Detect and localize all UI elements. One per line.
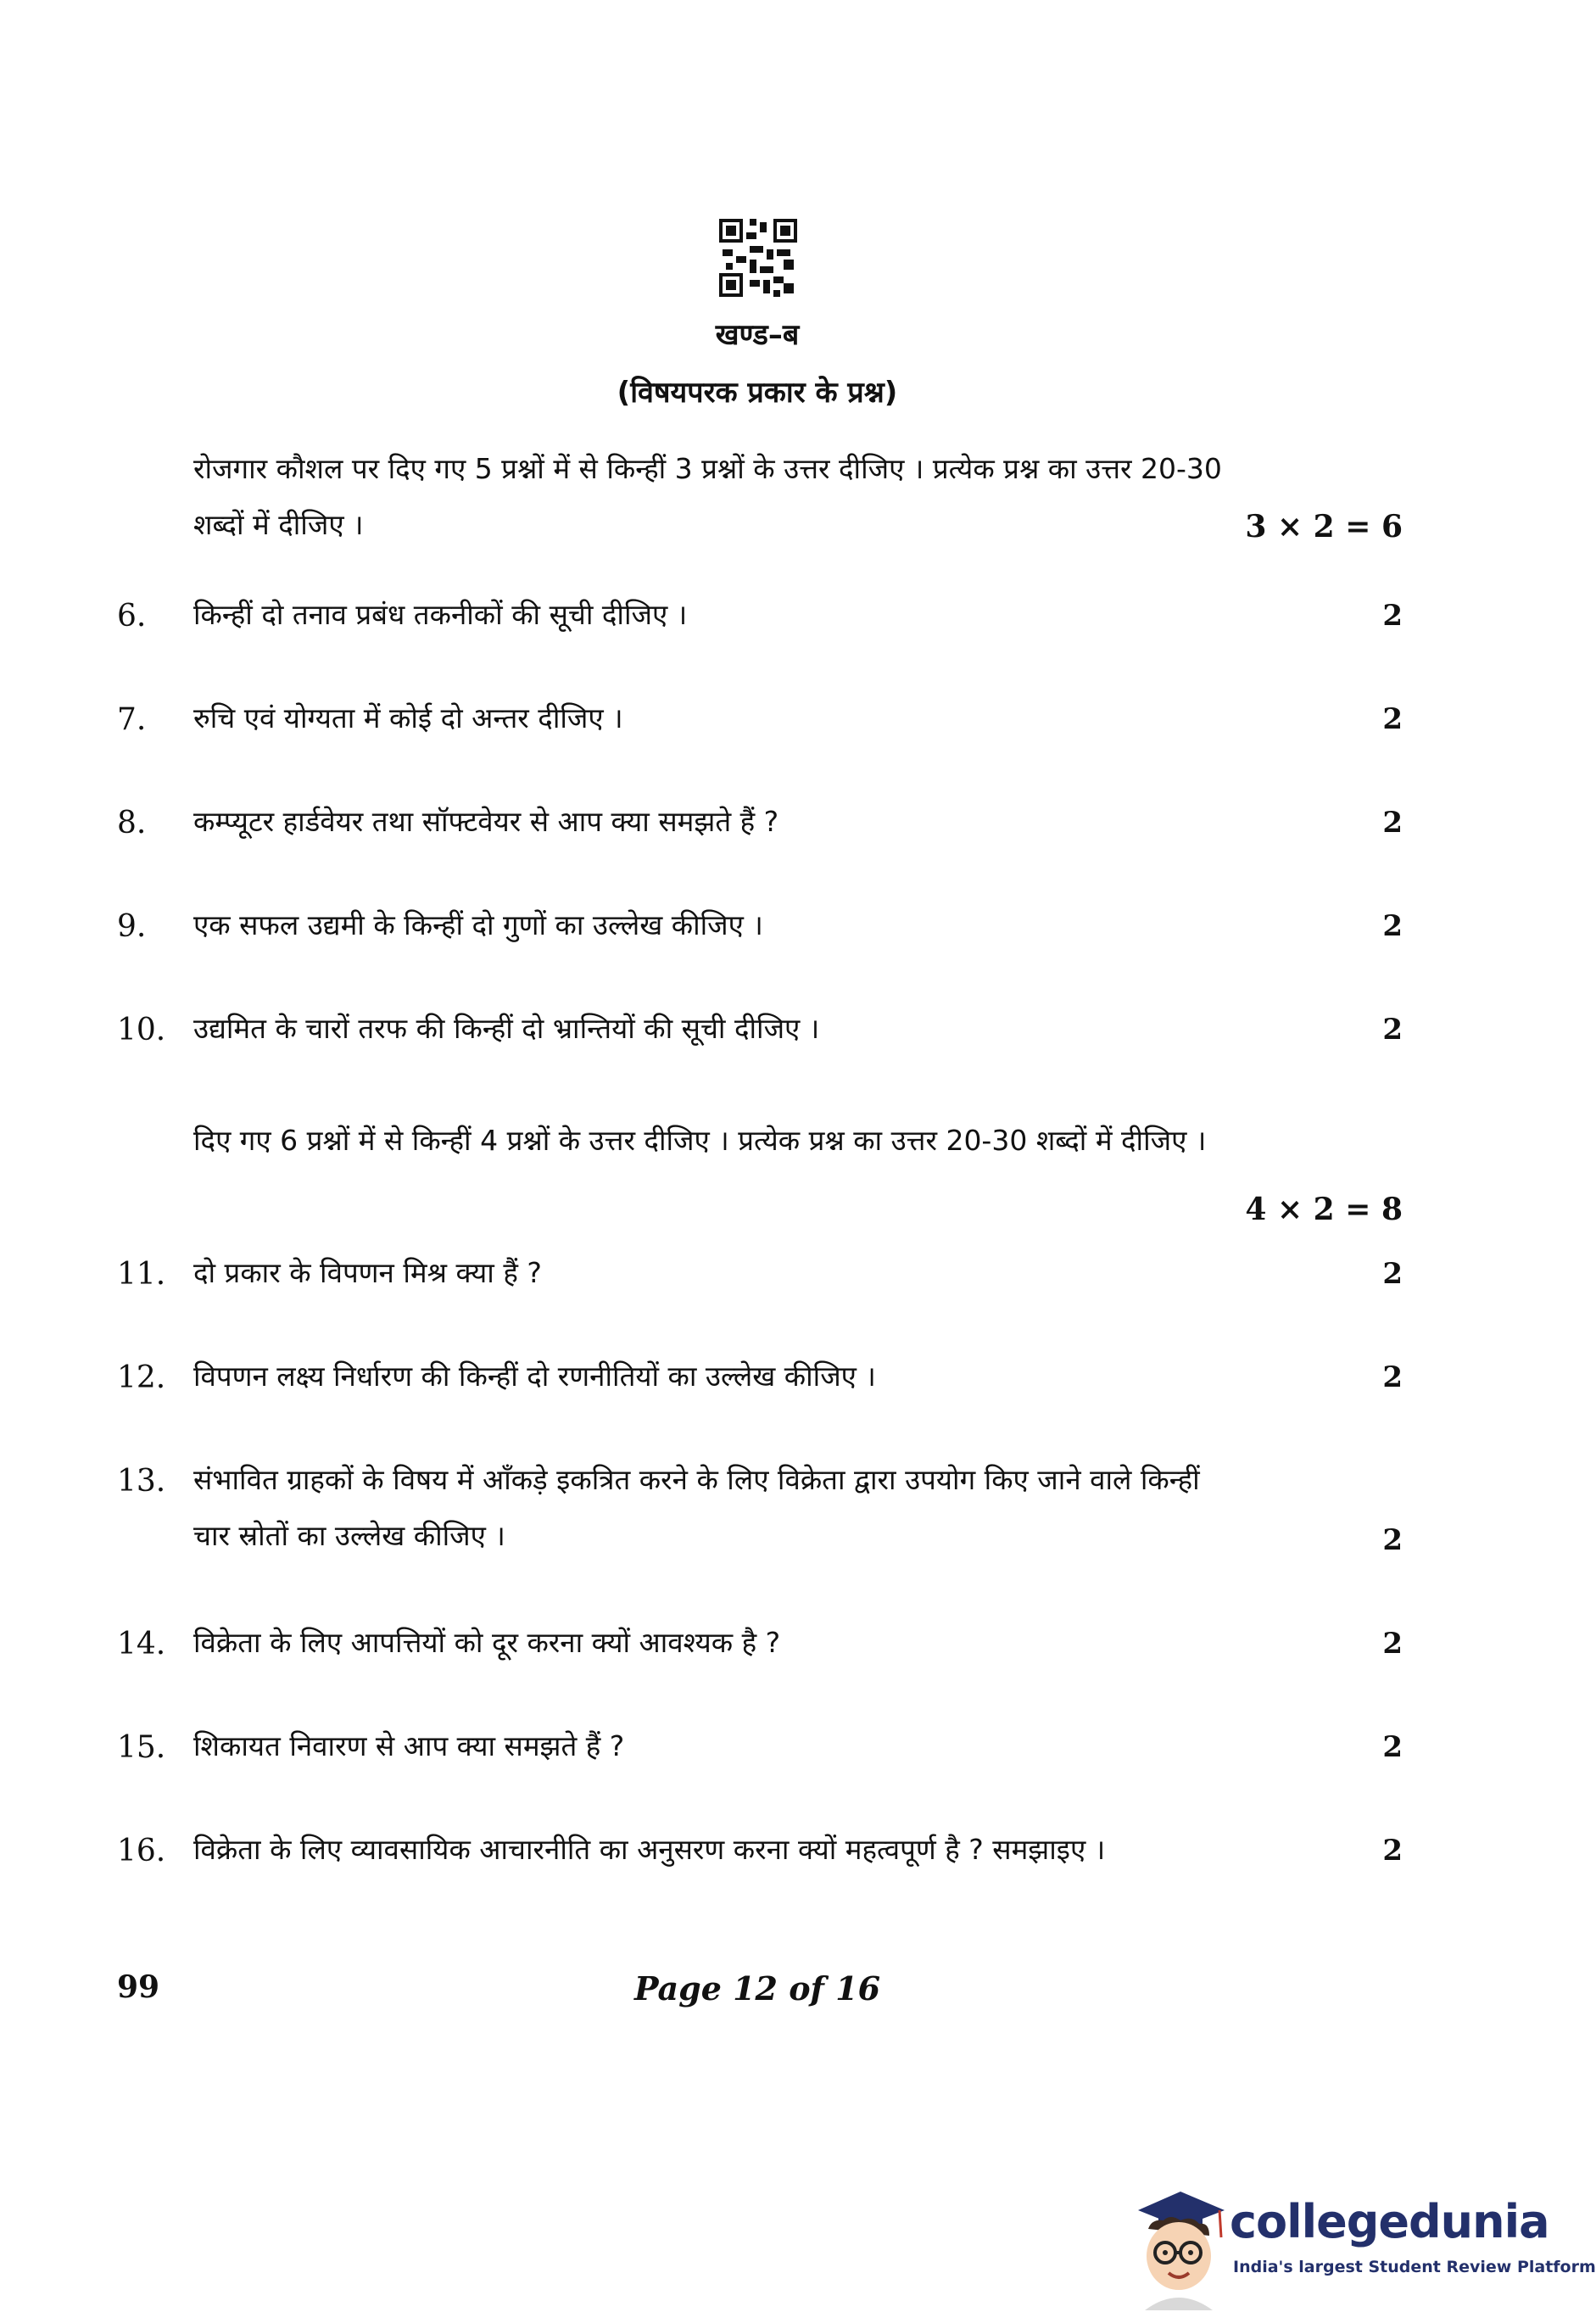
question-text: किन्हीं दो तनाव प्रबंध तकनीकों की सूची दीजिए । (193, 598, 688, 631)
part2-marks: 4 × 2 = 8 (1245, 1192, 1403, 1227)
question-number: 11. (117, 1257, 166, 1292)
question-mark: 2 (1382, 1523, 1403, 1557)
question-text (193, 1454, 1347, 1562)
section-subtitle: (विषयपरक प्रकार के प्रश्न) (617, 376, 898, 410)
question-text: उद्यमित के चारों तरफ की किन्हीं दो भ्रान्तियों की सूची दीजिए । (193, 1012, 820, 1045)
part2-instruction: दिए गए 6 प्रश्नों में से किन्हीं 4 प्रश्नों के उत्तर दीजिए । प्रत्येक प्रश्न का उत्तर 20-30 शब्दों में दीजिए । (193, 1124, 1207, 1157)
question-number: 15. (117, 1730, 166, 1765)
question-mark: 2 (1382, 1627, 1403, 1661)
question-number: 9. (117, 909, 147, 944)
question-text: विपणन लक्ष्य निर्धारण की किन्हीं दो रणनीतियों का उल्लेख कीजिए । (193, 1360, 876, 1393)
question-number: 6. (117, 599, 147, 634)
question-text: एक सफल उद्यमी के किन्हीं दो गुणों का उल्लेख कीजिए । (193, 908, 763, 941)
question-text: विक्रेता के लिए आपत्तियों को दूर करना क्यों आवश्यक है ? (193, 1626, 781, 1659)
question-text: विक्रेता के लिए व्यावसायिक आचारनीति का अनुसरण करना क्यों महत्वपूर्ण है ? समझाइए । (193, 1833, 1106, 1866)
brand-name: collegedunia (1230, 2195, 1549, 2248)
question-mark: 2 (1382, 1257, 1403, 1291)
part1-instruction-line1: रोजगार कौशल पर दिए गए 5 प्रश्नों में से किन्हीं 3 प्रश्नों के उत्तर दीजिए । प्रत्येक प्रश्न का उत्तर 20-30 (193, 452, 1222, 485)
part1-instruction (193, 441, 1404, 553)
question-mark: 2 (1382, 1360, 1403, 1394)
question-number: 12. (117, 1360, 166, 1395)
question-number: 10. (117, 1013, 166, 1047)
question-text-line1: संभावित ग्राहकों के विषय में आँकड़े इकत्रित करने के लिए विक्रेता द्वारा उपयोग किए जाने वाले किन्हीं (193, 1463, 1200, 1496)
question-mark: 2 (1382, 1730, 1403, 1764)
part1-instruction-line2: शब्दों में दीजिए । (193, 508, 364, 541)
collegedunia-watermark (1119, 2180, 1596, 2312)
paper-code: 99 (117, 1969, 160, 2005)
question-number: 8. (117, 806, 147, 840)
question-text-line2: चार स्रोतों का उल्लेख कीजिए । (193, 1519, 505, 1552)
brand-tagline: India's largest Student Review Platform (1233, 2258, 1596, 2276)
question-mark: 2 (1382, 806, 1403, 840)
question-text: शिकायत निवारण से आप क्या समझते हैं ? (193, 1729, 625, 1762)
question-number: 16. (117, 1834, 166, 1868)
part1-marks: 3 × 2 = 6 (1245, 509, 1403, 544)
question-mark: 2 (1382, 599, 1403, 633)
question-mark: 2 (1382, 1013, 1403, 1047)
page-number: Page 12 of 16 (633, 1969, 881, 2008)
question-mark: 2 (1382, 909, 1403, 943)
question-number: 7. (117, 702, 147, 737)
question-number: 13. (117, 1464, 166, 1499)
question-mark: 2 (1382, 1834, 1403, 1868)
question-text: रुचि एवं योग्यता में कोई दो अन्तर दीजिए । (193, 701, 623, 734)
qr-code (719, 219, 797, 297)
question-text: दो प्रकार के विपणन मिश्र क्या हैं ? (193, 1256, 542, 1289)
question-number: 14. (117, 1627, 166, 1661)
section-title: खण्ड–ब (715, 318, 800, 352)
mascot-icon (1126, 2185, 1226, 2310)
question-mark: 2 (1382, 702, 1403, 736)
question-text: कम्प्यूटर हार्डवेयर तथा सॉफ्टवेयर से आप क्या समझते हैं ? (193, 805, 779, 838)
